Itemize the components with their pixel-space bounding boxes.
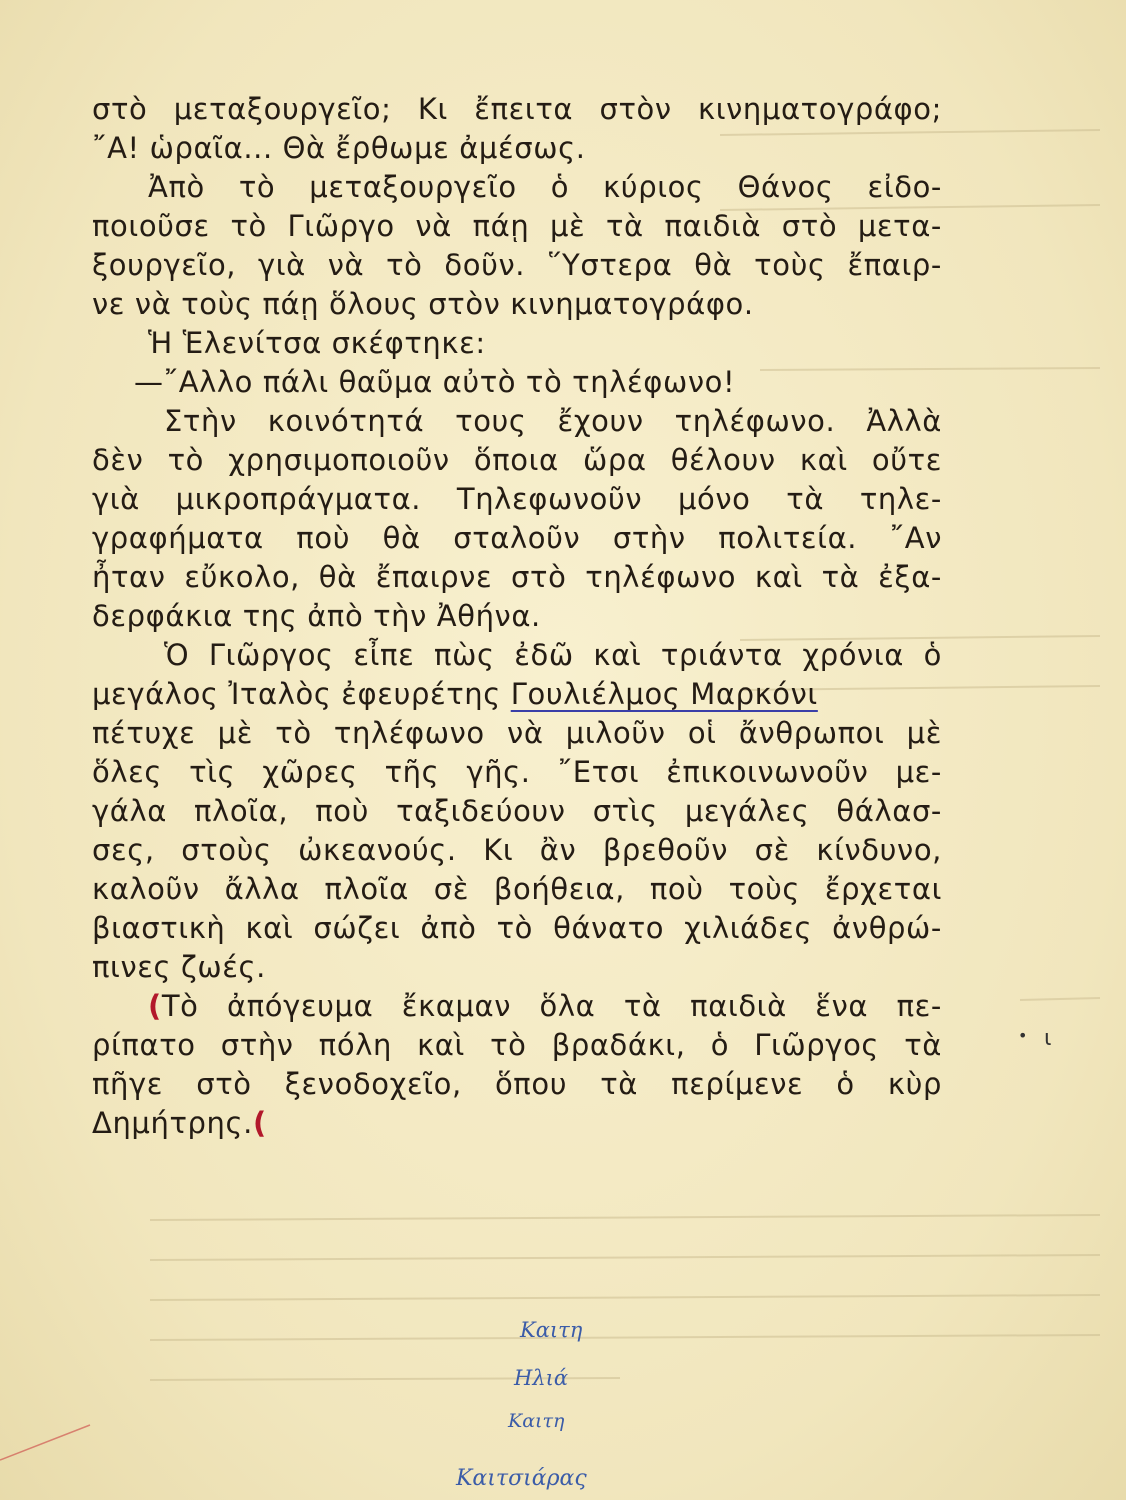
text-line: δὲν τὸ χρησιμοποιοῦν ὅποια ὥρα θέλουν καὶ οὔτε <box>92 443 942 477</box>
text-line <box>92 1104 942 1143</box>
text-line: γραφήματα ποὺ θὰ σταλοῦν στὴν πολιτεία. ῎Αν <box>92 521 942 555</box>
text-line: ξουργεῖο, γιὰ νὰ τὸ δοῦν. ῞Υστερα θὰ τοὺς ἔπαιρ- <box>92 248 942 282</box>
margin-tick-mark: • <box>1018 1026 1028 1045</box>
text-segment: Τὸ ἀπόγευμα ἔκαμαν ὅλα τὰ παιδιὰ ἕνα πε- <box>161 989 942 1023</box>
text-line: γάλα πλοῖα, ποὺ ταξιδεύουν στὶς μεγάλες θάλασ- <box>92 794 942 828</box>
margin-tick-mark: ɩ <box>1044 1026 1052 1051</box>
red-bracket-mark: ( <box>252 1106 267 1140</box>
text-line: Ἡ Ἑλενίτσα σκέφτηκε: <box>148 326 486 360</box>
text-line: στὸ μεταξουργεῖο; Κι ἔπειτα στὸν κινηματογράφο; <box>92 92 942 126</box>
text-line: πῆγε στὸ ξενοδοχεῖο, ὅπου τὰ περίμενε ὁ κὺρ <box>92 1067 942 1101</box>
handwritten-note: Καιτη <box>520 1318 583 1342</box>
text-line: Ὁ Γιῶργος εἶπε πὼς ἐδῶ καὶ τριάντα χρόνια ὁ <box>164 638 942 672</box>
text-line: Στὴν κοινότητά τους ἔχουν τηλέφωνο. Ἀλλὰ <box>164 404 942 438</box>
text-line: ποιοῦσε τὸ Γιῶργο νὰ πάῃ μὲ τὰ παιδιὰ στὸ μετα- <box>92 209 942 243</box>
text-line: ρίπατο στὴν πόλη καὶ τὸ βραδάκι, ὁ Γιῶργος τὰ <box>92 1028 942 1062</box>
text-line: γιὰ μικροπράγματα. Τηλεφωνοῦν μόνο τὰ τηλε- <box>92 482 942 516</box>
text-line: δερφάκια της ἀπὸ τὴν Ἀθήνα. <box>92 599 541 633</box>
text-line: καλοῦν ἄλλα πλοῖα σὲ βοήθεια, ποὺ τοὺς ἔρχεται <box>92 872 942 906</box>
text-line: βιαστικὴ καὶ σώζει ἀπὸ τὸ θάνατο χιλιάδες ἀνθρώ- <box>92 911 942 945</box>
body-text <box>92 90 942 1143</box>
text-line: νε νὰ τοὺς πάῃ ὅλους στὸν κινηματογράφο. <box>92 287 754 321</box>
text-line: σες, στοὺς ὠκεανούς. Κι ἂν βρεθοῦν σὲ κίνδυνο, <box>92 833 942 867</box>
text-line: ἦταν εὔκολο, θὰ ἔπαιρνε στὸ τηλέφωνο καὶ τὰ ἐξα- <box>92 560 942 594</box>
text-line <box>92 675 942 714</box>
text-segment: μεγάλος Ἰταλὸς ἐφευρέτης <box>92 677 511 711</box>
text-line: πινες ζωές. <box>92 950 266 984</box>
text-line: πέτυχε μὲ τὸ τηλέφωνο νὰ μιλοῦν οἱ ἄνθρωποι μὲ <box>92 716 942 750</box>
handwritten-note: Καιτσιάρας <box>456 1466 587 1491</box>
text-line: Ἀπὸ τὸ μεταξουργεῖο ὁ κύριος Θάνος εἰδο- <box>148 170 942 204</box>
handwritten-note: Ηλιά <box>514 1366 569 1390</box>
text-line: ῎Α! ὡραῖα... Θὰ ἔρθωμε ἀμέσως. <box>92 131 586 165</box>
text-segment: Δημήτρης. <box>92 1106 253 1140</box>
handwritten-note: Καιτη <box>508 1410 565 1432</box>
underlined-name: Γουλιέλμος Μαρκόνι <box>510 677 818 711</box>
text-line: ὅλες τὶς χῶρες τῆς γῆς. ῎Ετσι ἐπικοινωνοῦν με- <box>92 755 942 789</box>
red-bracket-mark: ( <box>148 989 162 1023</box>
text-line: —῎Αλλο πάλι θαῦμα αὐτὸ τὸ τηλέφωνο! <box>134 365 736 399</box>
text-line <box>92 987 942 1026</box>
